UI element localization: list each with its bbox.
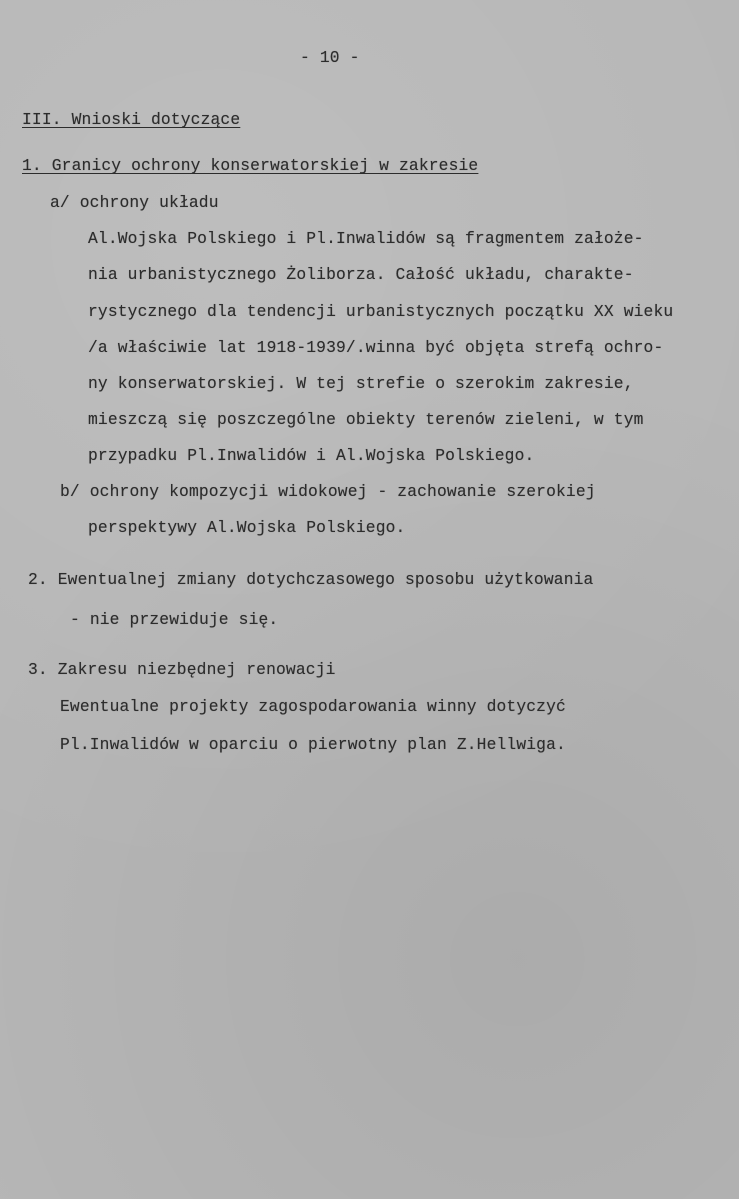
item-1a-text-line: nia urbanistycznego Żoliborza. Całość układu, charakte- [88, 265, 634, 284]
item-2-heading: 2. Ewentualnej zmiany dotychczasowego sposobu użytkowania [28, 570, 594, 589]
item-1a-text-line: rystycznego dla tendencji urbanistycznych początku XX wieku [88, 302, 674, 321]
item-3-text-line: Ewentualne projekty zagospodarowania winny dotyczyć [60, 697, 566, 716]
page-number: - 10 - [300, 48, 360, 67]
item-3-heading: 3. Zakresu niezbędnej renowacji [28, 660, 336, 679]
item-1a-label: a/ ochrony układu [50, 193, 219, 212]
item-1-heading: 1. Granicy ochrony konserwatorskiej w zakresie [22, 156, 479, 175]
item-2-text-line: - nie przewiduje się. [70, 610, 279, 629]
item-1a-text-line: przypadku Pl.Inwalidów i Al.Wojska Polskiego. [88, 446, 535, 465]
item-1a-text-line: mieszczą się poszczególne obiekty terenów zieleni, w tym [88, 410, 644, 429]
item-1a-text-line: /a właściwie lat 1918-1939/.winna być objęta strefą ochro- [88, 338, 664, 357]
item-1b-text-line: perspektywy Al.Wojska Polskiego. [88, 518, 406, 537]
item-1a-text-line: ny konserwatorskiej. W tej strefie o szerokim zakresie, [88, 374, 634, 393]
section-heading: III. Wnioski dotyczące [22, 110, 241, 129]
item-1a-text-line: Al.Wojska Polskiego i Pl.Inwalidów są fragmentem założe- [88, 229, 644, 248]
item-3-text-line: Pl.Inwalidów w oparciu o pierwotny plan Z.Hellwiga. [60, 735, 566, 754]
item-1b-label: b/ ochrony kompozycji widokowej - zachowanie szerokiej [60, 482, 596, 501]
